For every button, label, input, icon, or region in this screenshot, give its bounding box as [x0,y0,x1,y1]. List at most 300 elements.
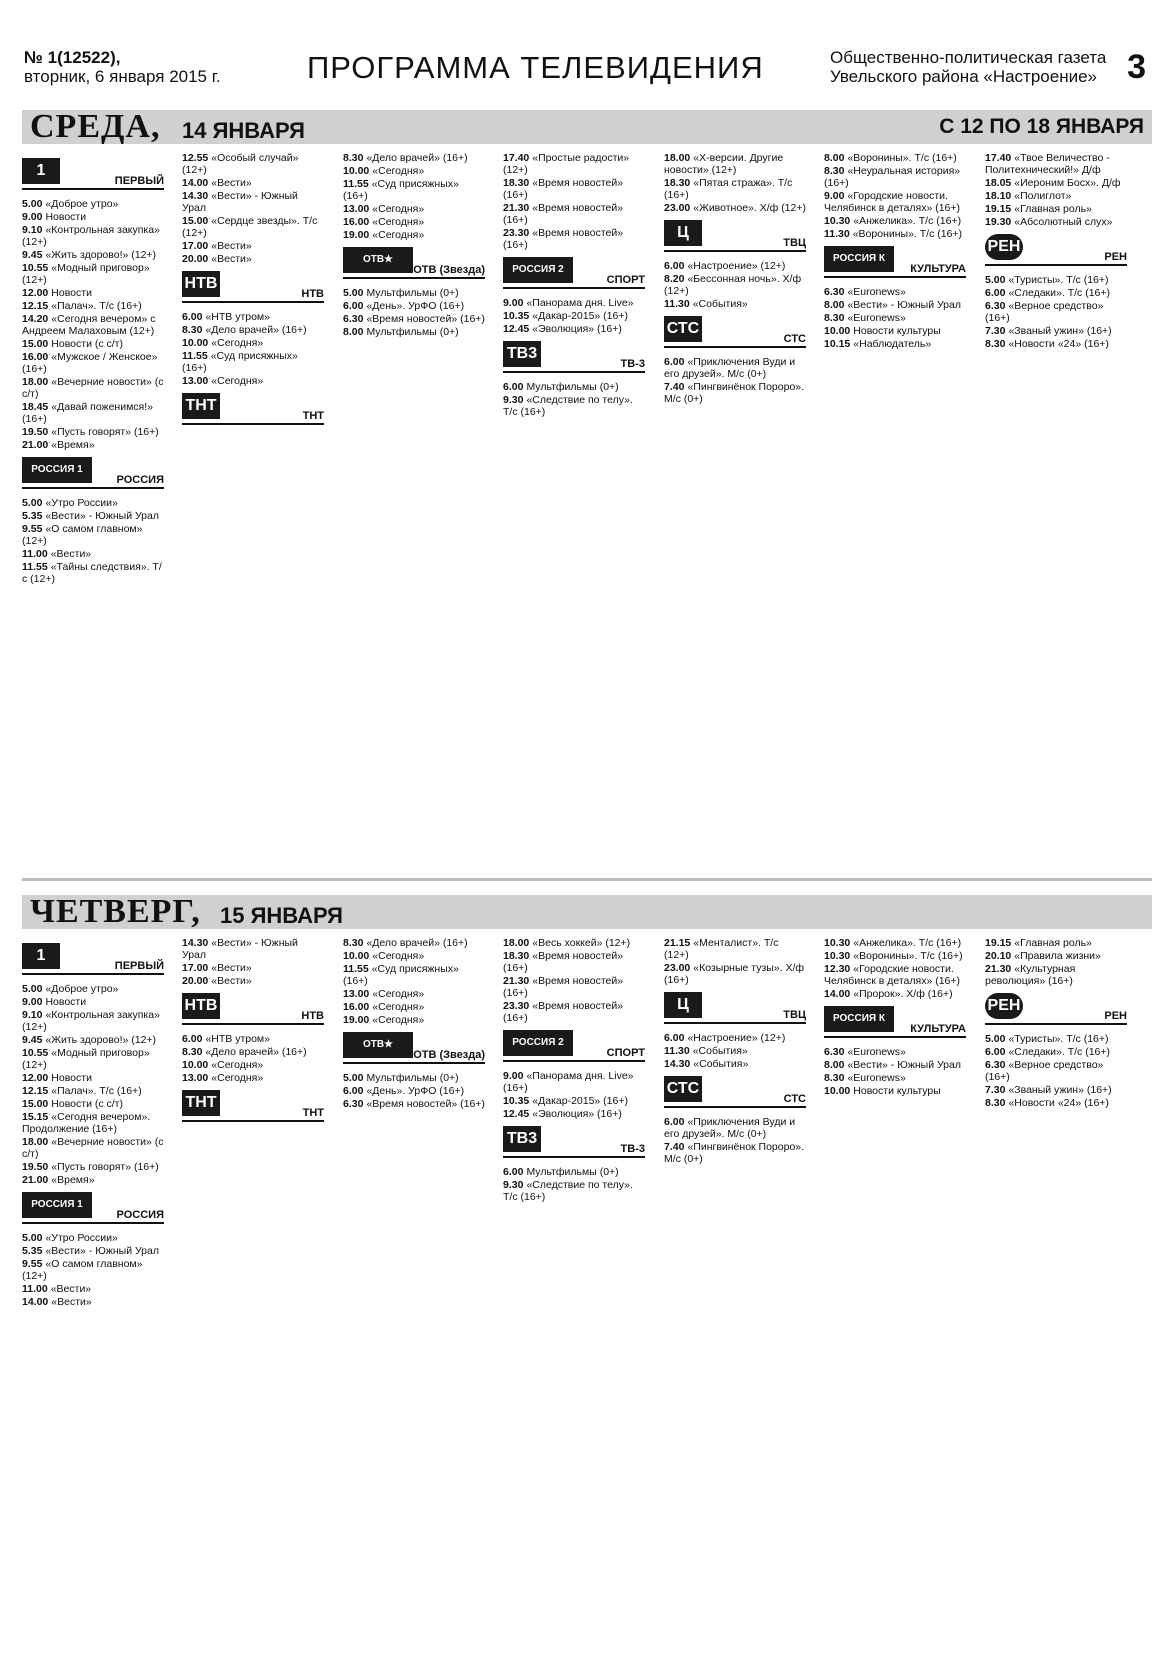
listing-entry [22,561,164,585]
listing-entry [824,937,966,949]
entry-program: «Euronews» [847,286,906,298]
entry-time: 6.00 [503,1166,524,1178]
entry-time: 10.00 [824,325,851,337]
entry-program: «Время новостей» (16+) [503,1000,624,1024]
entry-time: 21.00 [22,1174,49,1186]
entry-time: 18.30 [503,950,530,962]
listing-entry [664,356,806,380]
listing-entry [503,1000,645,1024]
entry-time: 10.55 [22,262,49,274]
entry-program: «Сегодня» [211,375,264,387]
entry-program: «Приключения Вуди и его друзей». М/с (0+) [664,356,796,380]
listing-entry [985,152,1127,176]
entry-program: «События» [692,298,748,310]
ntv-logo-icon: НТВ [182,993,220,1019]
entry-program: «Вечерние новости» (с с/т) [22,1136,164,1160]
channel-name: КУЛЬТУРА [910,263,966,275]
entry-time: 21.30 [503,202,530,214]
entry-time: 13.00 [182,375,209,387]
entry-program: «День». УрФО (16+) [366,1085,465,1097]
channel-name: РЕН [1104,251,1127,263]
entry-time: 21.30 [503,975,530,987]
entry-time: 11.00 [22,548,48,560]
entry-program: «Особый случай» (12+) [182,152,299,176]
newspaper-name [830,48,1106,86]
entry-time: 12.45 [503,323,530,335]
tvc-logo-icon: Ц [664,220,702,246]
entry-program: «НТВ утром» [205,1033,270,1045]
entry-time: 9.00 [503,1070,524,1082]
entry-time: 19.30 [985,216,1012,228]
newspaper-name-line1: Общественно-политическая газета [830,48,1107,67]
column-3-wed [343,152,485,339]
entry-program: «Анжелика». Т/с (16+) [853,937,962,949]
entry-time: 9.10 [22,1009,43,1021]
listing-entry [503,381,645,393]
entry-program: «Званый ужин» (16+) [1008,1084,1112,1096]
entry-time: 6.00 [664,356,685,368]
entry-program: «Пятая стража». Т/с (16+) [664,177,793,201]
listing-sport [503,1070,645,1120]
listing-entry [343,300,485,312]
listing-entry [22,1136,164,1160]
channel-name: КУЛЬТУРА [910,1023,966,1035]
channel-name: СПОРТ [606,1047,645,1059]
listing-entry [182,337,324,349]
entry-program: «Воронины». Т/с (16+) [853,950,963,962]
entry-time: 8.30 [824,1072,845,1084]
channel-header-kultura [824,1006,966,1038]
entry-time: 14.20 [22,313,49,325]
channel-header-perviy [22,158,164,190]
listing-entry [824,299,966,311]
listing-entry [824,228,966,240]
entry-program: «Сегодня» [372,988,425,1000]
listing-entry [824,963,966,987]
entry-time: 6.30 [824,1046,845,1058]
listing-entry [985,963,1127,987]
entry-time: 9.55 [22,523,43,535]
channel-name: СТС [783,1093,806,1105]
column-2-wed [182,152,324,433]
entry-program: «Сегодня» [372,216,425,228]
entry-program: Новости [45,996,87,1008]
listing-tv3 [503,1166,645,1203]
listing-ren [985,274,1127,350]
entry-program: «Вечерние новости» (с с/т) [22,376,164,400]
entry-program: «Сегодня» [372,203,425,215]
perviy-logo-icon: 1 [22,158,60,184]
entry-program: «Сегодня» [372,1014,425,1026]
entry-time: 6.00 [182,1033,203,1045]
entry-program: «Жить здорово!» (12+) [45,249,157,261]
listing-entry [22,1072,164,1084]
column-6-thu [824,937,966,1098]
listing-entry [985,1046,1127,1058]
entry-time: 11.30 [664,298,690,310]
entry-time: 15.00 [22,338,49,350]
entry-program: «Время новостей» (16+) [503,950,624,974]
entry-program: «Палач». Т/с (16+) [51,300,142,312]
entry-program: «Суд присяжных» (16+) [182,350,298,374]
listing-entry [182,1033,324,1045]
entry-time: 6.00 [985,1046,1006,1058]
entry-time: 5.00 [22,497,43,509]
entry-program: «Твое Величество - Политехнический!» Д/ф [985,152,1110,176]
issue-info [24,48,221,86]
entry-time: 10.00 [343,165,370,177]
listing-entry [343,1014,485,1026]
channel-header-ntv [182,271,324,303]
listing-entry [985,216,1127,228]
listing-entry [503,1179,645,1203]
listing-sts [664,356,806,405]
entry-program: «Туристы». Т/с (16+) [1008,274,1109,286]
entry-program: Новости [45,211,87,223]
listing-entry [985,950,1127,962]
listing-entry [22,262,164,286]
ntv-logo-icon: НТВ [182,271,220,297]
listing-ntv-cont [343,937,485,1026]
entry-time: 14.30 [182,190,209,202]
listing-entry [22,1245,164,1257]
entry-time: 17.40 [985,152,1012,164]
listing-entry [985,1097,1127,1109]
entry-program: «Сегодня вечером». Продолжение (16+) [22,1111,151,1135]
channel-name: ТВ-3 [620,1143,645,1155]
entry-program: «Сегодня» [211,337,264,349]
entry-time: 6.00 [182,311,203,323]
listing-entry [22,1098,164,1110]
listing-entry [22,1161,164,1173]
listing-entry [824,312,966,324]
tnt-logo-icon: ТНТ [182,393,220,419]
entry-time: 6.30 [343,1098,364,1110]
entry-time: 8.30 [343,152,364,164]
entry-time: 6.30 [343,313,364,325]
listing-entry [343,963,485,987]
entry-program: «Мужское / Женское» (16+) [22,351,158,375]
column-6-wed [824,152,966,351]
entry-time: 10.35 [503,310,530,322]
listing-entry [985,1033,1127,1045]
entry-program: Мультфильмы (0+) [366,326,459,338]
listing-rossiya-cont [182,152,324,265]
listing-entry [503,323,645,335]
listing-entry [664,962,806,986]
entry-program: «Сегодня» [372,950,425,962]
entry-time: 9.00 [824,190,845,202]
entry-program: «Сегодня» [372,1001,425,1013]
entry-time: 5.00 [985,274,1006,286]
entry-time: 5.00 [985,1033,1006,1045]
entry-program: «Вести» - Южный Урал [182,190,298,214]
listing-sport-cont [664,152,806,214]
entry-program: «Время новостей» (16+) [366,313,485,325]
entry-time: 14.00 [22,1296,49,1308]
listing-entry [182,350,324,374]
entry-program: «Бессонная ночь». Х/ф (12+) [664,273,802,297]
entry-program: «Пингвинёнок Пороро». М/с (0+) [664,381,805,405]
listing-entry [22,1047,164,1071]
listing-ntv-cont [343,152,485,241]
listing-entry [664,1141,806,1165]
entry-program: «Вести» - Южный Урал [45,510,159,522]
sport-logo-icon: РОССИЯ 2 [503,257,573,283]
listing-entry [503,950,645,974]
listing-entry [22,1296,164,1308]
entry-program: «Euronews» [847,1072,906,1084]
channel-header-ntv [182,993,324,1025]
listing-tvc [664,260,806,310]
entry-program: «Весь хоккей» (12+) [532,937,631,949]
listing-entry [503,975,645,999]
listing-entry [664,202,806,214]
listing-entry [22,497,164,509]
channel-name: ТНТ [302,410,324,422]
entry-time: 18.10 [985,190,1012,202]
entry-time: 15.00 [182,215,209,227]
entry-time: 8.30 [985,1097,1006,1109]
listing-entry [22,1111,164,1135]
entry-program: «Званый ужин» (16+) [1008,325,1112,337]
entry-time: 8.00 [824,152,845,164]
listing-entry [503,202,645,226]
listing-entry [343,326,485,338]
listing-entry [182,215,324,239]
entry-program: «Настроение» (12+) [687,1032,786,1044]
entry-time: 21.00 [22,439,49,451]
entry-program: «Дело врачей» (16+) [366,937,468,949]
entry-time: 7.40 [664,381,685,393]
channel-header-tv3 [503,1126,645,1158]
listing-entry [182,962,324,974]
channel-name: НТВ [301,1010,324,1022]
entry-time: 20.00 [182,253,209,265]
entry-time: 8.30 [343,937,364,949]
entry-time: 8.30 [182,324,203,336]
listing-entry [22,211,164,223]
entry-time: 5.35 [22,1245,43,1257]
entry-time: 6.00 [343,300,364,312]
issue-number: № 1(12522), [24,48,121,67]
entry-time: 17.00 [182,240,209,252]
page-header [22,14,1152,112]
listing-entry [182,937,324,961]
entry-program: «Иероним Босх». Д/ф [1014,177,1121,189]
listing-entry [22,1034,164,1046]
entry-program: Новости (с с/т) [51,1098,123,1110]
entry-program: «Дело врачей» (16+) [205,1046,307,1058]
entry-program: «Время» [51,439,95,451]
channel-header-zvezda [343,247,485,279]
entry-time: 7.30 [985,325,1006,337]
tnt-logo-icon: ТНТ [182,1090,220,1116]
entry-program: «Тайны следствия». Т/с (12+) [22,561,162,585]
entry-time: 10.30 [824,937,851,949]
entry-program: «Животное». Х/ф (12+) [693,202,806,214]
listing-entry [22,287,164,299]
listing-kultura [824,1046,966,1097]
entry-time: 19.50 [22,426,49,438]
sport-logo-icon: РОССИЯ 2 [503,1030,573,1056]
entry-time: 9.00 [22,211,43,223]
listing-perviy [22,198,164,451]
entry-time: 16.00 [343,216,370,228]
entry-program: «Утро России» [45,497,118,509]
listing-ren [985,1033,1127,1109]
channel-name: ОТВ (Звезда) [413,1049,485,1061]
listing-entry [343,988,485,1000]
entry-program: «Дакар-2015» (16+) [532,1095,628,1107]
channel-header-zvezda [343,1032,485,1064]
channel-name: СПОРТ [606,274,645,286]
listing-entry [664,298,806,310]
listing-entry [824,988,966,1000]
entry-time: 19.00 [343,229,370,241]
entry-program: «Время новостей» (16+) [503,975,624,999]
day-name: СРЕДА, [30,108,161,145]
entry-time: 19.00 [343,1014,370,1026]
entry-program: «Верное средство» (16+) [985,300,1104,324]
listing-entry [985,203,1127,215]
entry-program: «Вести» - Южный Урал [45,1245,159,1257]
entry-program: «Эволюция» (16+) [532,323,622,335]
entry-time: 9.45 [22,1034,43,1046]
entry-program: «Контрольная закупка» (12+) [22,1009,160,1033]
entry-program: «Вести» [211,177,252,189]
listing-entry [22,300,164,312]
entry-program: «Новости «24» (16+) [1008,338,1109,350]
entry-program: «Главная роль» [1014,937,1092,949]
entry-program: «Вести» - Южный Урал [847,1059,961,1071]
column-1-thu [22,937,164,1309]
channel-header-sts [664,316,806,348]
entry-program: «Панорама дня. Live» [526,297,634,309]
entry-program: «О самом главном» (12+) [22,523,143,547]
entry-program: «Панорама дня. Live» (16+) [503,1070,634,1094]
entry-time: 6.00 [985,287,1006,299]
entry-program: «Дело врачей» (16+) [366,152,468,164]
entry-time: 14.00 [182,177,209,189]
column-4-wed [503,152,645,419]
entry-time: 19.15 [985,937,1012,949]
listing-entry [503,227,645,251]
listing-entry [343,203,485,215]
entry-program: «Дело врачей» (16+) [205,324,307,336]
listing-zvezda-cont [503,152,645,251]
entry-time: 18.00 [664,152,691,164]
entry-time: 5.00 [22,983,43,995]
column-5-wed [664,152,806,406]
entry-time: 11.30 [664,1045,690,1057]
entry-program: «Время новостей» (16+) [503,177,624,201]
entry-time: 9.30 [503,1179,524,1191]
entry-time: 23.30 [503,1000,530,1012]
listing-entry [22,401,164,425]
entry-time: 13.00 [182,1072,209,1084]
listing-entry [664,177,806,201]
zvezda-logo-icon: ОТВ★ [343,1032,413,1058]
entry-time: 8.00 [824,1059,845,1071]
entry-program: «Доброе утро» [45,198,119,210]
entry-time: 12.30 [824,963,851,975]
entry-time: 17.00 [182,962,209,974]
listing-entry [22,426,164,438]
column-4-thu [503,937,645,1204]
page-title: ПРОГРАММА ТЕЛЕВИДЕНИЯ [307,50,764,85]
entry-program: «Вести» [211,240,252,252]
column-1-wed [22,152,164,586]
entry-program: «Неуральная история» (16+) [824,165,961,189]
listing-kultura [824,286,966,350]
entry-time: 12.00 [22,1072,49,1084]
entry-program: «Пусть говорят» (16+) [51,1161,159,1173]
listing-ntv [182,1033,324,1084]
listing-entry [503,297,645,309]
entry-time: 5.00 [22,1232,43,1244]
entry-time: 23.00 [664,202,691,214]
entry-time: 9.55 [22,1258,43,1270]
listing-entry [664,381,806,405]
listing-entry [22,198,164,210]
listing-entry [343,229,485,241]
channel-header-ren [985,234,1127,266]
listing-entry [22,313,164,337]
entry-program: «НТВ утром» [205,311,270,323]
entry-program: «Городские новости. Челябинск в деталях» (16+) [824,190,961,214]
listing-entry [343,1072,485,1084]
listing-entry [985,937,1127,949]
entry-program: «Приключения Вуди и его друзей». М/с (0+) [664,1116,796,1140]
listing-entry [343,1001,485,1013]
listing-entry [985,300,1127,324]
channel-name: РОССИЯ [116,474,164,486]
entry-time: 12.15 [22,300,49,312]
listing-entry [824,325,966,337]
listing-entry [22,439,164,451]
entry-program: «Главная роль» [1014,203,1092,215]
listing-sts [664,1116,806,1165]
entry-time: 9.00 [503,297,524,309]
channel-header-tnt [182,1090,324,1122]
listing-entry [664,273,806,297]
entry-program: «Сегодня вечером» с Андреем Малаховым (12+) [22,313,156,337]
channel-name: НТВ [301,288,324,300]
entry-time: 18.00 [503,937,530,949]
tv3-logo-icon: ТВ3 [503,1126,541,1152]
entry-program: «Простые радости» (12+) [503,152,630,176]
day-banner-wednesday [22,110,1152,144]
day-date: 14 ЯНВАРЯ [182,118,305,143]
entry-time: 6.30 [985,300,1006,312]
entry-time: 6.00 [343,1085,364,1097]
listing-entry [824,215,966,227]
entry-program: «События» [693,1058,749,1070]
rossiya-logo-icon: РОССИЯ 1 [22,1192,92,1218]
entry-time: 9.00 [22,996,43,1008]
listing-entry [182,375,324,387]
channel-header-sts [664,1076,806,1108]
entry-time: 20.00 [182,975,209,987]
listing-entry [22,1085,164,1097]
entry-time: 21.15 [664,937,691,949]
listing-entry [22,1258,164,1282]
listing-entry [343,216,485,228]
column-7-thu [985,937,1127,1110]
entry-program: «Верное средство» (16+) [985,1059,1104,1083]
entry-program: Мультфильмы (0+) [526,381,619,393]
